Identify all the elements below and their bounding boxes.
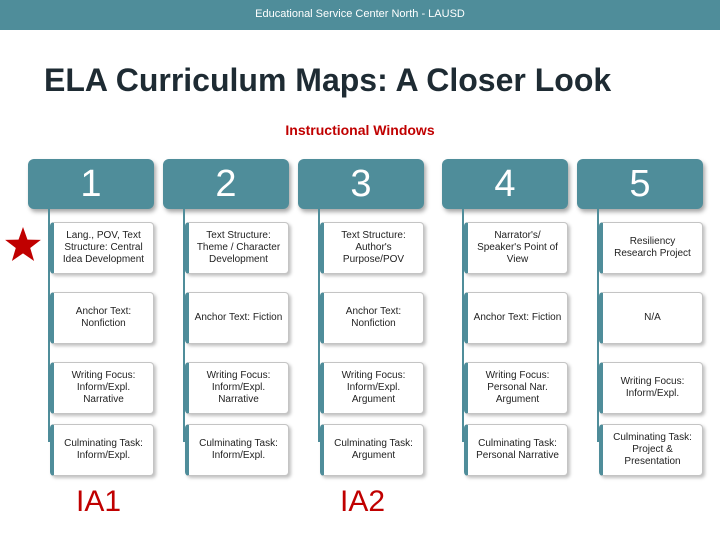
anchor-text-card: Anchor Text: Nonfiction — [50, 292, 154, 344]
top-banner — [0, 0, 720, 30]
instructional-window-3 — [298, 159, 424, 461]
anchor-text-card: Anchor Text: Fiction — [185, 292, 289, 344]
window-number-header: 4 — [442, 159, 568, 209]
focus-card: Resiliency Research Project — [599, 222, 703, 274]
instructional-window-2 — [163, 159, 289, 461]
window-number-header: 1 — [28, 159, 154, 209]
window-number-header: 2 — [163, 159, 289, 209]
instructional-window-1 — [28, 159, 154, 461]
culminating-task-card: Culminating Task: Inform/Expl. — [50, 424, 154, 476]
anchor-text-card: Anchor Text: Nonfiction — [320, 292, 424, 344]
instructional-window-5 — [577, 159, 703, 467]
organization-label: Educational Service Center North - LAUSD — [255, 8, 465, 20]
writing-focus-card: Writing Focus: Personal Nar. Argument — [464, 362, 568, 414]
writing-focus-card: Writing Focus: Inform/Expl. Argument — [320, 362, 424, 414]
culminating-task-card: Culminating Task: Personal Narrative — [464, 424, 568, 476]
section-subtitle: Instructional Windows — [285, 122, 435, 138]
anchor-text-card: Anchor Text: Fiction — [464, 292, 568, 344]
focus-card: Narrator's/ Speaker's Point of View — [464, 222, 568, 274]
focus-card: Text Structure: Theme / Character Development — [185, 222, 289, 274]
window-number-header: 5 — [577, 159, 703, 209]
focus-card: Text Structure: Author's Purpose/POV — [320, 222, 424, 274]
culminating-task-card: Culminating Task: Inform/Expl. — [185, 424, 289, 476]
writing-focus-card: Writing Focus: Inform/Expl. Narrative — [50, 362, 154, 414]
writing-focus-card: Writing Focus: Inform/Expl. — [599, 362, 703, 414]
star-icon — [4, 226, 42, 264]
interim-assessment-2-label: IA2 — [340, 485, 386, 518]
culminating-task-card: Culminating Task: Project & Presentation — [599, 424, 703, 476]
anchor-text-card: N/A — [599, 292, 703, 344]
focus-card: Lang., POV, Text Structure: Central Idea Development — [50, 222, 154, 274]
culminating-task-card: Culminating Task: Argument — [320, 424, 424, 476]
window-number-header: 3 — [298, 159, 424, 209]
instructional-window-4 — [442, 159, 568, 461]
writing-focus-card: Writing Focus: Inform/Expl. Narrative — [185, 362, 289, 414]
interim-assessment-1-label: IA1 — [76, 485, 122, 518]
page-title: ELA Curriculum Maps: A Closer Look — [44, 62, 612, 98]
